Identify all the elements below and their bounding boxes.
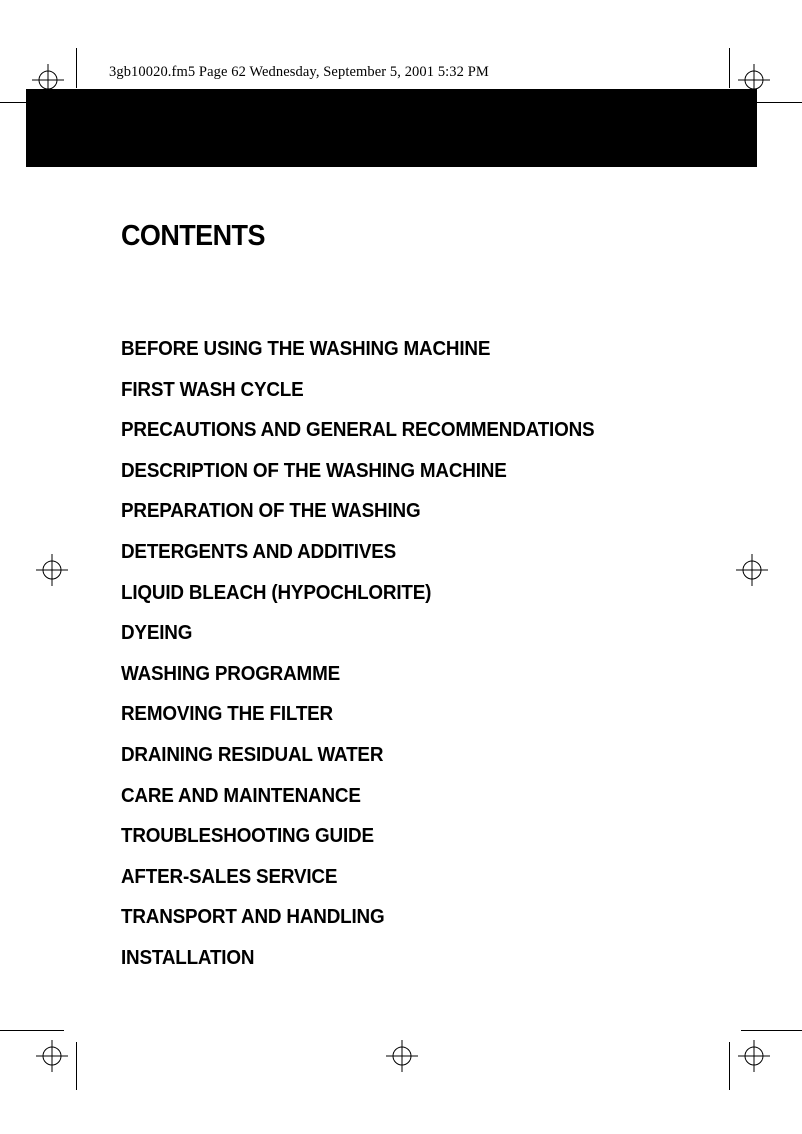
contents-item[interactable]: DESCRIPTION OF THE WASHING MACHINE <box>121 458 507 482</box>
crop-mark-bottom-right-horizontal <box>741 1030 802 1031</box>
page-title: CONTENTS <box>121 220 265 252</box>
registration-crosshair-icon <box>386 1040 418 1072</box>
registration-crosshair-icon <box>36 554 68 586</box>
contents-item[interactable]: TRANSPORT AND HANDLING <box>121 905 385 929</box>
registration-crosshair-icon <box>738 64 770 96</box>
contents-item[interactable]: DYEING <box>121 621 193 645</box>
registration-crosshair-icon <box>736 554 768 586</box>
contents-item[interactable]: INSTALLATION <box>121 945 255 969</box>
registration-crosshair-icon <box>32 64 64 96</box>
contents-item[interactable]: PREPARATION OF THE WASHING <box>121 499 421 523</box>
contents-item[interactable]: DETERGENTS AND ADDITIVES <box>121 539 397 563</box>
contents-item[interactable]: TROUBLESHOOTING GUIDE <box>121 824 374 848</box>
contents-item[interactable]: WASHING PROGRAMME <box>121 661 341 685</box>
registration-crosshair-icon <box>738 1040 770 1072</box>
contents-item[interactable]: AFTER-SALES SERVICE <box>121 864 338 888</box>
contents-item[interactable]: DRAINING RESIDUAL WATER <box>121 742 384 766</box>
contents-list <box>121 335 636 985</box>
crop-mark-bottom-right-vertical <box>729 1042 730 1090</box>
registration-crosshair-icon <box>36 1040 68 1072</box>
crop-mark-bottom-left-vertical <box>76 1042 77 1090</box>
print-slug: 3gb10020.fm5 Page 62 Wednesday, September 5, 2001 5:32 PM <box>109 64 489 80</box>
contents-item[interactable]: FIRST WASH CYCLE <box>121 377 304 401</box>
contents-item[interactable]: LIQUID BLEACH (HYPOCHLORITE) <box>121 580 432 604</box>
contents-item[interactable]: BEFORE USING THE WASHING MACHINE <box>121 337 491 360</box>
crop-mark-top-right-horizontal <box>757 102 802 103</box>
header-band <box>26 89 757 167</box>
crop-mark-top-left-horizontal <box>0 102 26 103</box>
crop-mark-bottom-left-horizontal <box>0 1030 64 1031</box>
contents-item[interactable]: REMOVING THE FILTER <box>121 702 334 726</box>
contents-item[interactable]: PRECAUTIONS AND GENERAL RECOMMENDATIONS <box>121 418 595 442</box>
crop-mark-top-right-vertical <box>729 48 730 88</box>
crop-mark-top-left-vertical <box>76 48 77 88</box>
contents-item[interactable]: CARE AND MAINTENANCE <box>121 783 361 807</box>
